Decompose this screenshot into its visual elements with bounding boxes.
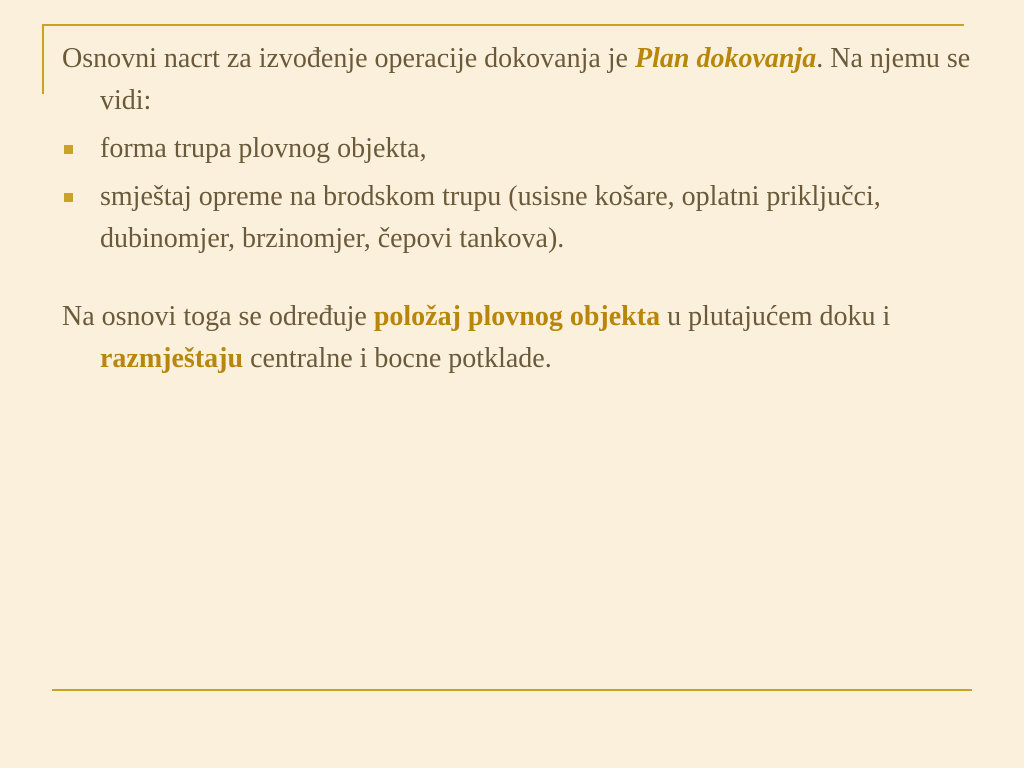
- intro-text-before: Osnovni nacrt za izvođenje operacije dokovanja je: [62, 43, 635, 74]
- frame-top-line: [42, 24, 964, 26]
- slide-body: [62, 38, 982, 386]
- square-bullet-icon: [64, 193, 73, 202]
- frame-bottom-line: [52, 689, 972, 691]
- conclusion-bold2: razmještaju: [100, 343, 244, 374]
- frame-left-line: [42, 24, 44, 94]
- conclusion-paragraph: [62, 296, 982, 380]
- intro-text-after: . Na njemu se vidi:: [100, 43, 971, 116]
- bullet-label: forma trupa plovnog objekta,: [100, 133, 427, 164]
- conclusion-part1: Na osnovi toga se određuje: [62, 301, 374, 332]
- spacer: [62, 266, 982, 296]
- conclusion-part3: centralne i bocne potklade.: [243, 343, 552, 374]
- conclusion-part2: u plutajućem doku i: [660, 301, 891, 332]
- intro-emphasis: Plan dokovanja: [635, 43, 817, 74]
- square-bullet-icon: [64, 145, 73, 154]
- bullet-label: smještaj opreme na brodskom trupu (usisne košare, oplatni priključci, dubinomjer, brzinomjer, čepovi tankova).: [100, 181, 881, 254]
- bullet-item: [62, 128, 982, 170]
- bullet-item: [62, 176, 982, 260]
- conclusion-bold1: položaj plovnog objekta: [373, 301, 661, 332]
- intro-paragraph: [62, 38, 982, 122]
